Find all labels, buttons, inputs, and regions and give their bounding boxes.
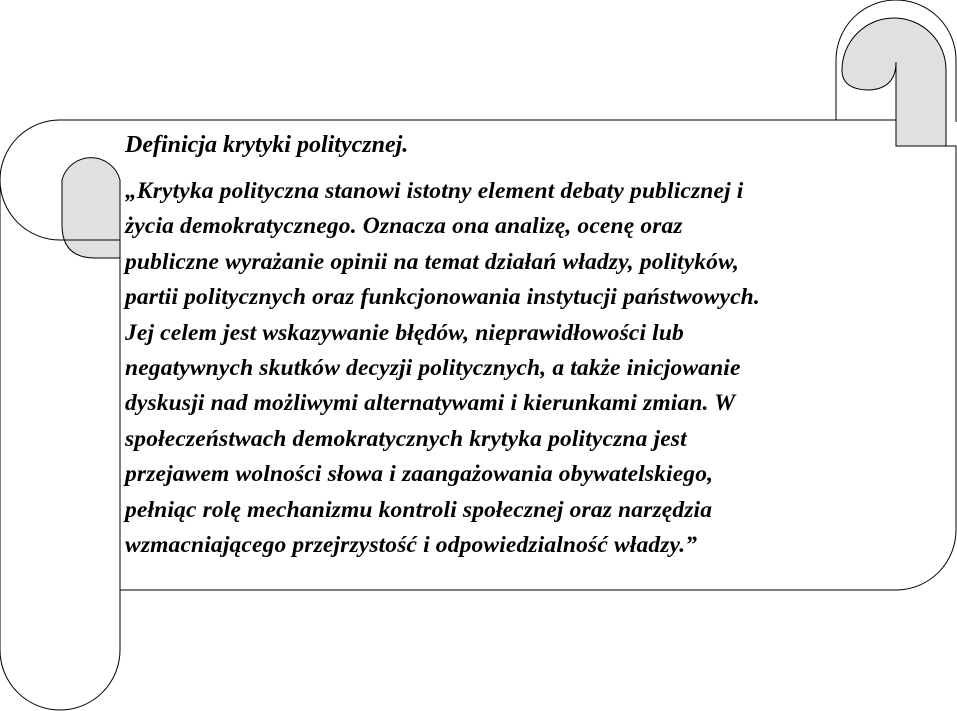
quote-line: Jej celem jest wskazywanie błędów, nieprawidłowości lub (125, 319, 684, 346)
quote-line: życia demokratycznego. Oznacza ona analizę, ocenę oraz (125, 213, 683, 240)
quote-line: „Krytyka polityczna stanowi istotny element debaty publicznej i (125, 178, 744, 204)
quote-line: przejawem wolności słowa i zaangażowania obywatelskiego, (125, 461, 714, 488)
quote-line: negatywnych skutków decyzji politycznych, a także inicjowanie (125, 355, 741, 382)
scroll-left-curl-fold (62, 158, 120, 258)
quote-line: pełniąc rolę mechanizmu kontroli społecznej oraz narzędzia (125, 496, 713, 523)
quote-line: społeczeństwach demokratycznych krytyka polityczna jest (125, 425, 687, 452)
quote-line: wzmacniającego przejrzystość i odpowiedzialność władzy.” (125, 532, 698, 559)
scroll-quote (125, 174, 925, 563)
scroll-text-block (125, 130, 925, 563)
quote-line: publiczne wyrażanie opinii na temat działań władzy, polityków, (125, 248, 740, 275)
scroll-heading: Definicja krytyki politycznej. (125, 132, 409, 158)
quote-line: partii politycznych oraz funkcjonowania instytucji państwowych. (125, 284, 760, 311)
quote-line: dyskusji nad możliwymi alternatywami i kierunkami zmian. W (125, 390, 736, 417)
